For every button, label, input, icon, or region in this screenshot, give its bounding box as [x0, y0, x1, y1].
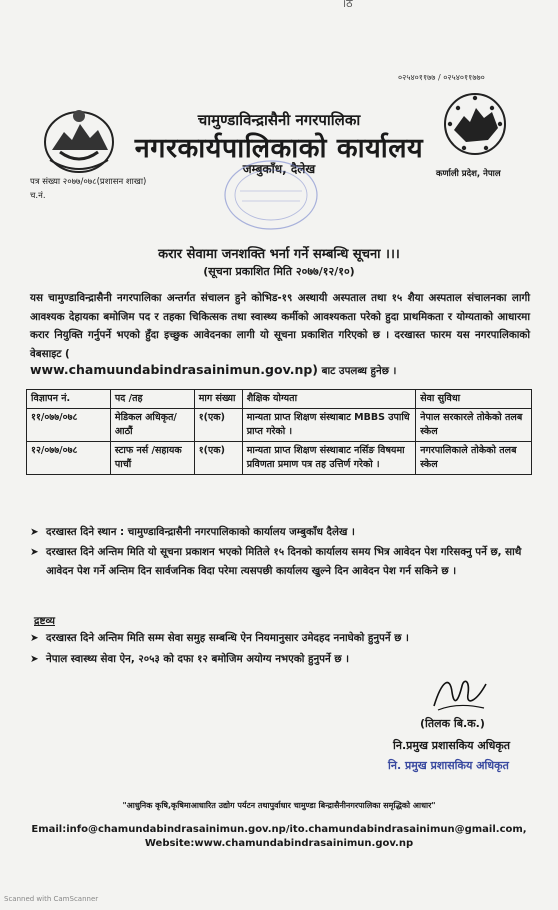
top-mark: ।ठ: [342, 0, 353, 10]
cell-facility: नगरपालिकाले तोकेको तलब स्केल: [416, 442, 532, 475]
published-date: (सूचना प्रकाशित मिति २०७७/१२/१०): [203, 265, 355, 278]
header-post: पद /तह: [110, 390, 194, 409]
table-row: [27, 409, 532, 442]
arrow-bullet-icon: ➤: [30, 526, 39, 538]
list-item-text: दरखास्त दिने अन्तिम मिति सम्म सेवा समुह सम्बन्धि ऐन नियमानुसार उमेदहद ननाघेको हुनुपर्ने छ ।: [46, 632, 409, 644]
cell-demand: १(एक): [194, 409, 242, 442]
municipality-name: चामुण्डाविन्द्रासैनी नगरपालिका: [197, 111, 361, 129]
cell-facility: नेपाल सरकारले तोकेको तलब स्केल: [416, 409, 532, 442]
header-facility: सेवा सुविधा: [416, 390, 532, 409]
header-qualification: शैक्षिक योग्यता: [242, 390, 416, 409]
scanner-watermark: Scanned with CamScanner: [4, 895, 99, 903]
notice-body: यस चामुण्डाविन्द्रासैनी नगरपालिका अन्तर्गत संचालन हुने कोभिड-१९ अस्थायी अस्पताल तथा १५ शैया अस्पताल संचालनका लागी आवश्यक देहायका बमोजिम पद र तहका चिकित्सक तथा स्वास्थ्य कर्मीको आवश्यकता परेको हुदा प्राथमिकता र योग्यताको आधारमा करार नियुक्ति गर्नुपर्ने भएको हुँदा इच्छुक आवेदनका लागी यो सूचना प्रकाशित गरिएको छ । दरखास्त फारम यस नगरपालिकाको वेबसाइट (: [30, 292, 530, 360]
header-demand: माग संख्या: [194, 390, 242, 409]
footer-motto: "आधुनिक कृषि,कृषिमाआधारित उद्योग पर्यटन तथापुर्वाधार चामुण्डा बिन्द्रासैनीनगरपालिका समृद्धिको आधार": [122, 801, 436, 810]
footer-website: Website:www.chamundabindrasainimun.gov.np: [144, 838, 414, 849]
signer-name: (तिलक बि.क.): [420, 717, 485, 730]
list-item: [30, 523, 530, 542]
phone-number: ०२५४०११७७ / ०२५४०११७७०: [398, 73, 485, 82]
instruction-list: [30, 523, 530, 582]
notes-list: [30, 628, 530, 670]
notice-website-suffix: बाट उपलब्ध हुनेछ ।: [318, 365, 397, 377]
dispatch-number: च.नं.: [30, 191, 46, 201]
office-address: जम्बुकाँध, दैलेख: [242, 162, 316, 176]
province-label: कर्णाली प्रदेश, नेपाल: [436, 169, 501, 179]
cell-post: स्टाफ नर्स /सहायक पाचौं: [110, 442, 194, 475]
arrow-bullet-icon: ➤: [30, 653, 39, 665]
signature-icon: [428, 672, 492, 716]
cell-qualification: मान्यता प्राप्त शिक्षण संस्थाबाट MBBS उपाधि प्राप्त गरेको ।: [242, 409, 416, 442]
header-ad-no: विज्ञापन नं.: [27, 390, 111, 409]
vacancy-table: [26, 389, 532, 475]
footer-email: Email:info@chamundabindrasainimun.gov.np/ito.chamundabindrasainimun@gmail.com,: [31, 824, 527, 835]
cell-post: मेडिकल अधिकृत/आठौं: [110, 409, 194, 442]
notes-title: द्रष्टव्य: [34, 615, 55, 627]
list-item-text: नेपाल स्वास्थ्य सेवा ऐन, २०५३ को दफा १२ बमोजिम अयोग्य नभएको हुनुपर्ने छ ।: [46, 653, 350, 665]
notice-website: www.chamuundabindrasainimun.gov.np): [30, 362, 319, 377]
list-item: [30, 628, 530, 648]
list-item: [30, 543, 530, 581]
cell-qualification: मान्यता प्राप्त शिक्षण संस्थाबाट नर्सिङ विषयमा प्रविणता प्रमाण पत्र तह उत्तिर्ण गरेको ।: [242, 442, 416, 475]
office-title: नगरकार्यपालिकाको कार्यालय: [134, 133, 424, 164]
notice-website-line: [30, 362, 396, 378]
table-row: [27, 442, 532, 475]
signer-designation-stamp: नि. प्रमुख प्रशासकिय अधिकृत: [388, 759, 509, 772]
list-item: [30, 649, 530, 669]
arrow-bullet-icon: ➤: [30, 632, 39, 644]
cell-demand: १(एक): [194, 442, 242, 475]
cell-ad-no: १२/०७७/०७८: [27, 442, 111, 475]
cell-ad-no: ११/०७७/०७८: [27, 409, 111, 442]
arrow-bullet-icon: ➤: [30, 546, 39, 558]
list-item-text: दरखास्त दिने स्थान : चामुण्डाविन्द्रासैनी नगरपालिकाको कार्यालय जम्बुकाँध दैलेख ।: [46, 526, 355, 538]
notice-subject: करार सेवामा जनशक्ति भर्ना गर्ने सम्बन्धि सूचना ।।।: [158, 247, 400, 262]
reference-number: पत्र संख्या २०७७/०७८(प्रशासन शाखा): [30, 177, 147, 187]
office-stamp-icon: [222, 157, 320, 233]
signer-designation: नि.प्रमुख प्रशासकिय अधिकृत: [393, 739, 511, 752]
table-header-row: [27, 390, 532, 409]
list-item-text: दरखास्त दिने अन्तिम मिति यो सूचना प्रकाशन भएको मितिले १५ दिनको कार्यालय समय भित्र आवेदन पेश गरिसक्नु पर्ने छ, साथै आवेदन पेश गर्ने अन्तिम दिन सार्वजनिक विदा परेमा त्यसपछी कार्यालय खुल्ने दिन आवेदन पेश गर्न सकिने छ ।: [46, 546, 522, 577]
